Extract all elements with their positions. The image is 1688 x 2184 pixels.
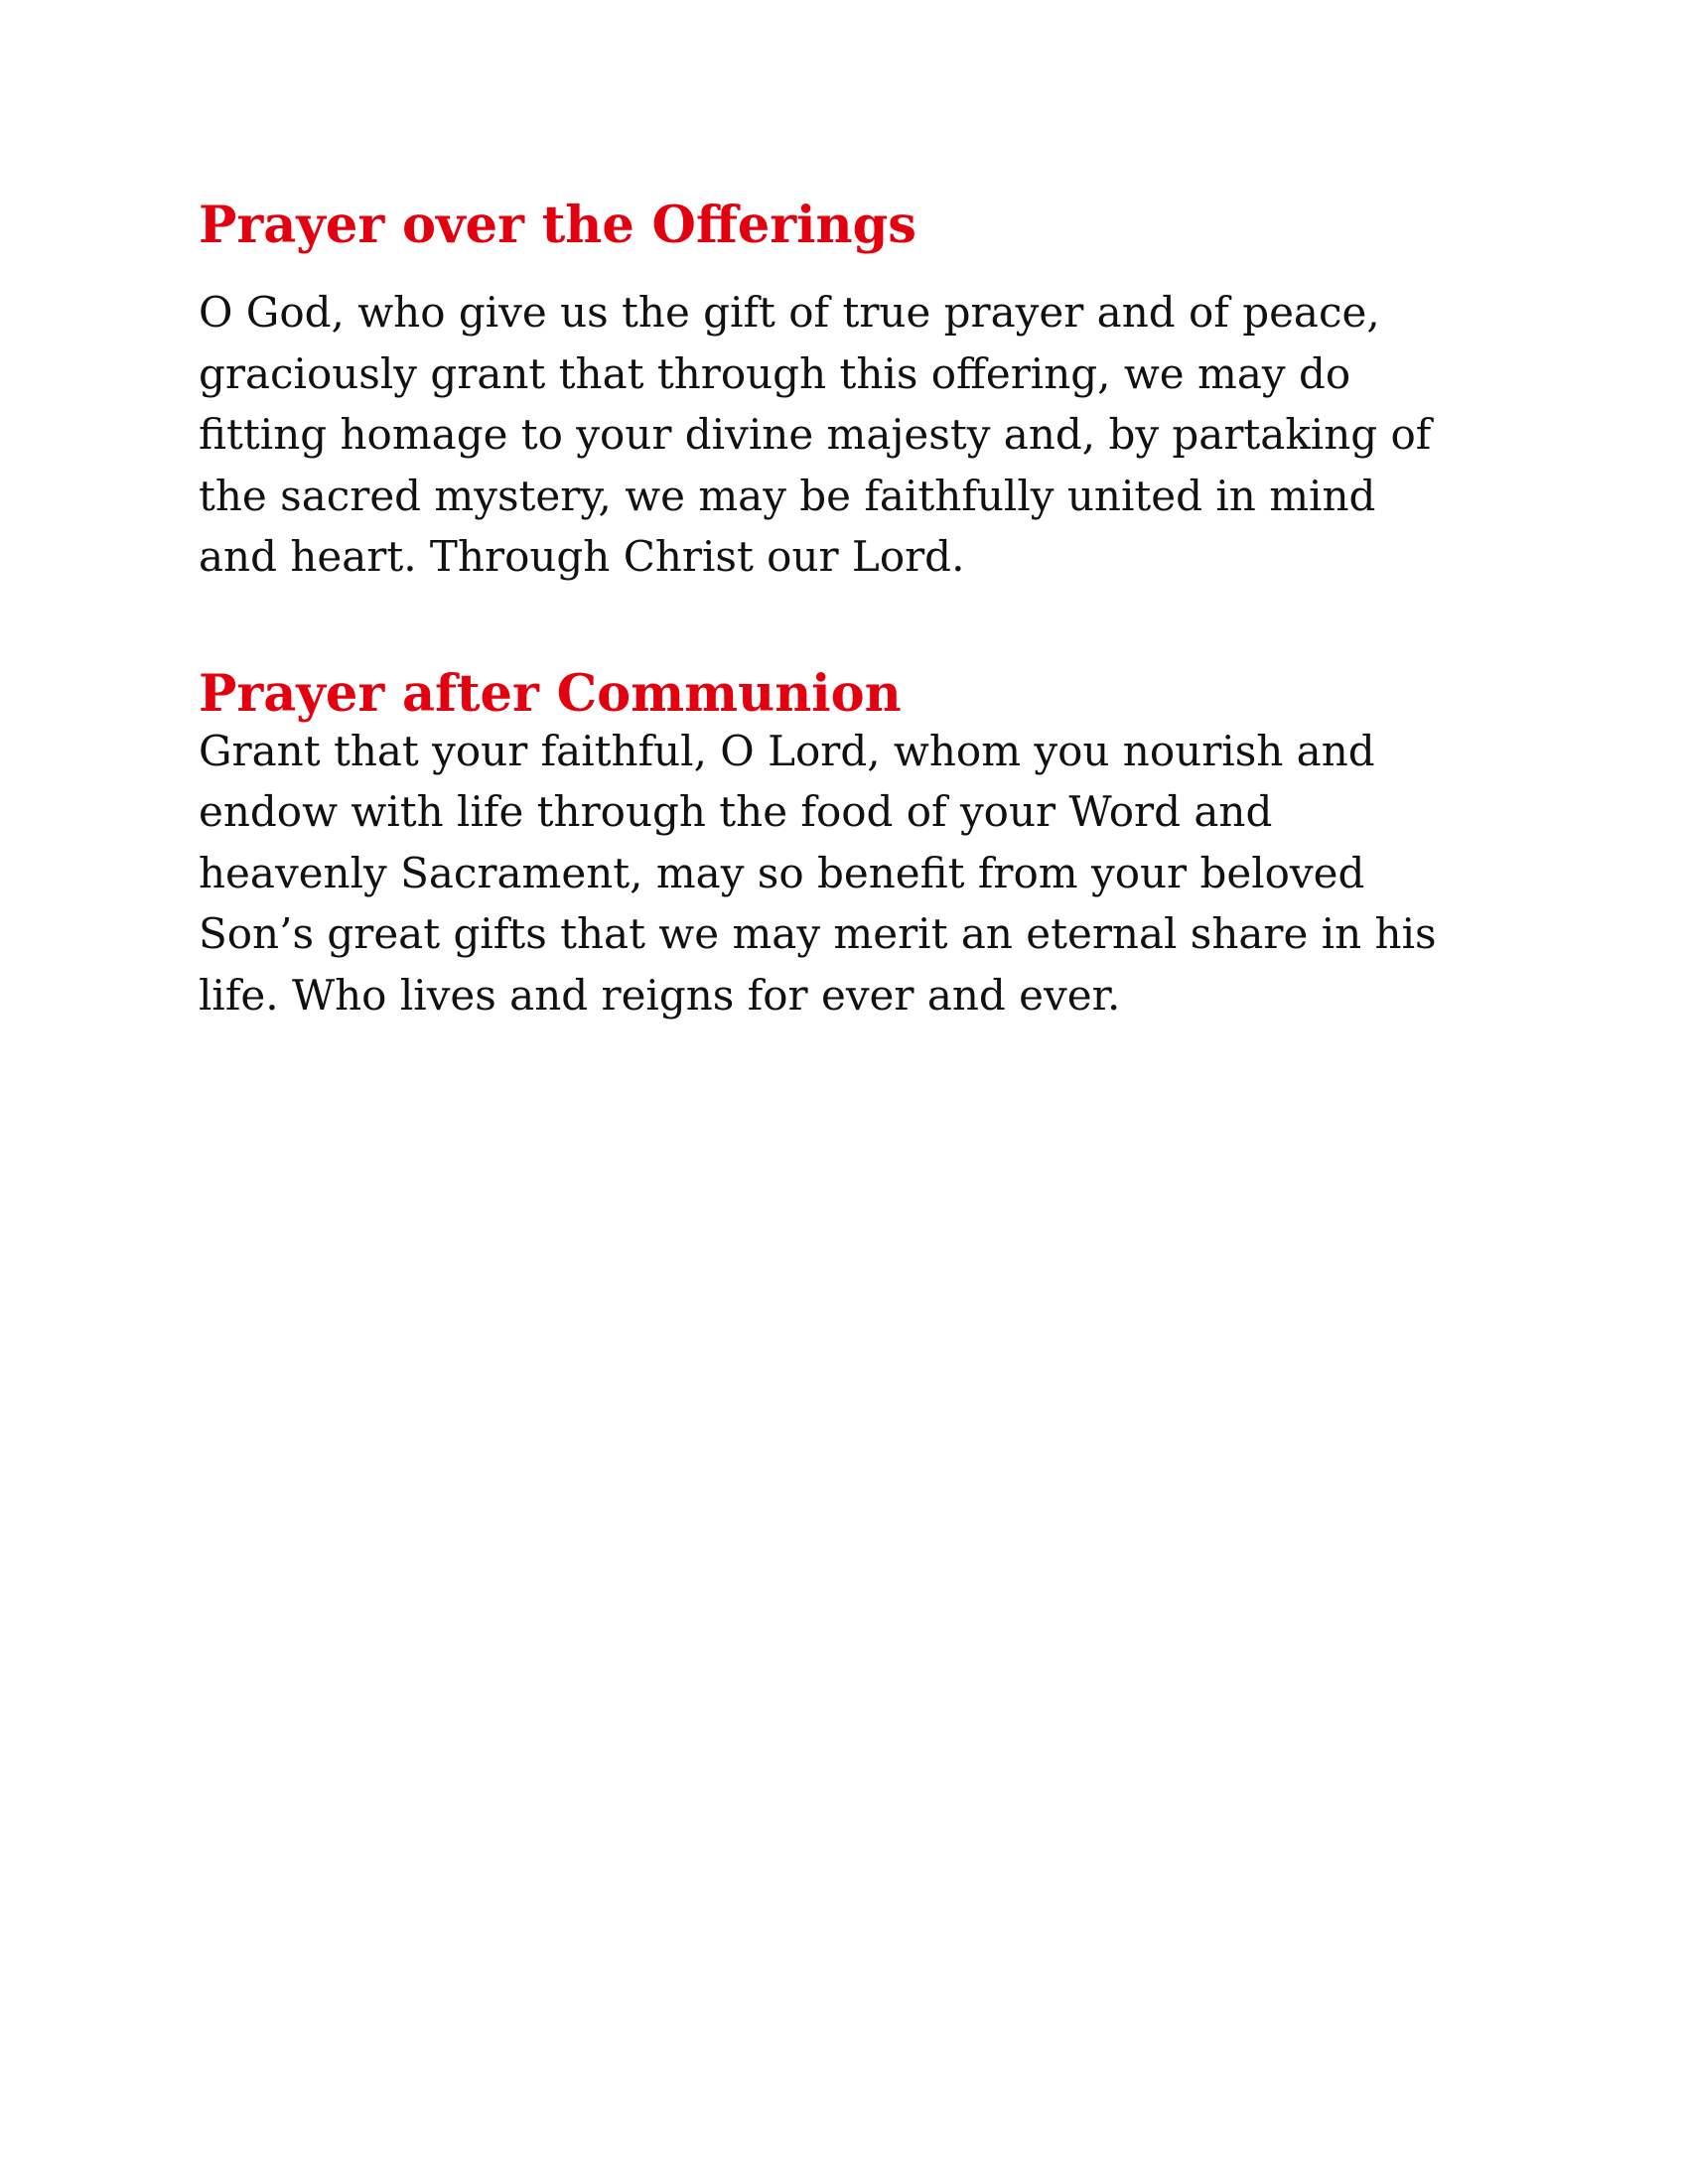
prayer-text — [199, 721, 1509, 1026]
text-line: graciously grant that through this offering, we may do — [199, 348, 1351, 398]
section-heading: Prayer over the Offerings — [199, 196, 916, 255]
text-line: and heart. Through Christ our Lord. — [199, 532, 965, 581]
text-line: endow with life through the food of your Word and — [199, 787, 1273, 836]
page-content — [199, 195, 1509, 1025]
text-line: fitting homage to your divine majesty and, by partaking of — [199, 410, 1432, 459]
text-line: heavenly Sacrament, may so benefit from your beloved — [199, 848, 1365, 897]
text-line: O God, who give us the gift of true prayer and of peace, — [199, 288, 1380, 337]
prayer-text — [199, 282, 1509, 588]
prayer-after-communion-section — [199, 663, 1509, 1026]
text-line: life. Who lives and reigns for ever and ever. — [199, 970, 1121, 1020]
section-heading: Prayer after Communion — [199, 663, 902, 724]
text-line: Son’s great gifts that we may merit an eternal share in his — [199, 909, 1437, 958]
text-line: the sacred mystery, we may be faithfully united in mind — [199, 471, 1376, 520]
prayer-over-offerings-section — [199, 195, 1509, 588]
text-line: Grant that your faithful, O Lord, whom you nourish and — [199, 726, 1375, 775]
